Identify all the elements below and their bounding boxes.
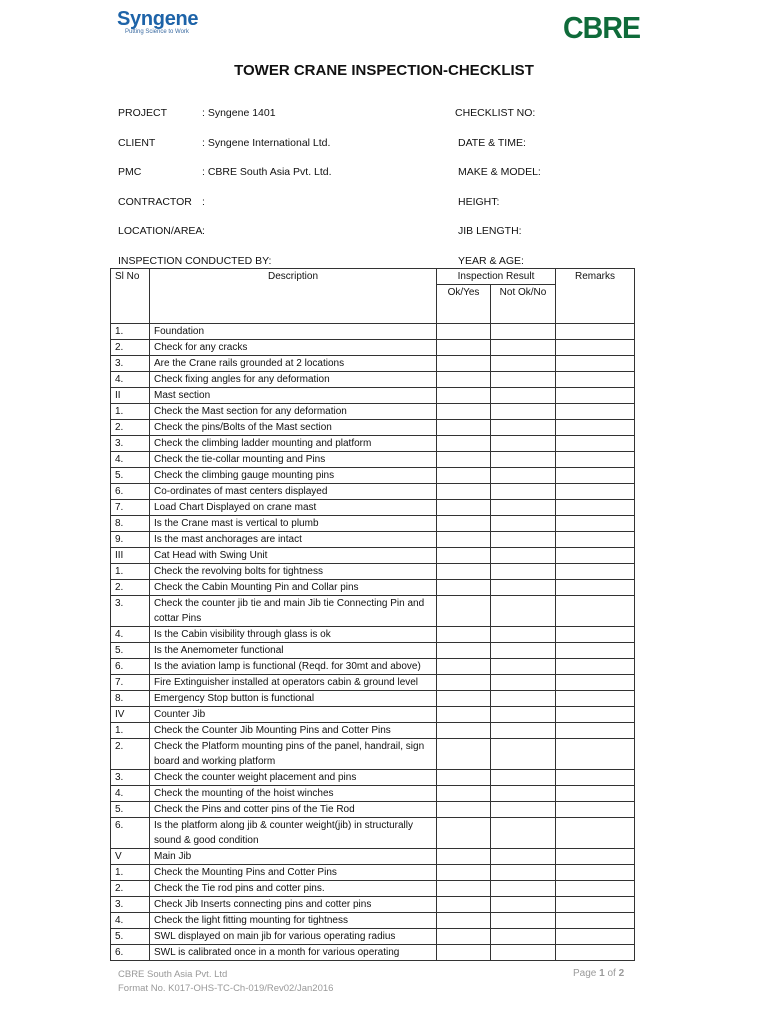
row-number: 4. <box>111 786 150 802</box>
row-description: Emergency Stop button is functional <box>150 691 437 707</box>
footer-page-of: of <box>604 968 619 979</box>
row-description: Check the Mounting Pins and Cotter Pins <box>150 865 437 881</box>
client-value: : Syngene International Ltd. <box>202 137 331 149</box>
row-not-ok-cell[interactable] <box>491 897 556 913</box>
row-remarks-cell[interactable] <box>556 643 635 659</box>
col-remarks-header: Remarks <box>556 269 635 324</box>
row-ok-cell[interactable] <box>437 849 491 865</box>
checklist-row <box>111 818 635 849</box>
row-description: Check the counter weight placement and pins <box>150 770 437 786</box>
row-ok-cell[interactable] <box>437 484 491 500</box>
row-number: 1. <box>111 404 150 420</box>
contractor-value: : <box>202 196 205 208</box>
row-ok-cell[interactable] <box>437 436 491 452</box>
row-ok-cell[interactable] <box>437 324 491 340</box>
checklist-row <box>111 468 635 484</box>
row-number: 1. <box>111 723 150 739</box>
checklist-row <box>111 802 635 818</box>
checklist-rows <box>111 324 635 961</box>
row-ok-cell[interactable] <box>437 881 491 897</box>
row-not-ok-cell[interactable] <box>491 548 556 564</box>
year-age-label: YEAR & AGE: <box>458 255 524 267</box>
row-not-ok-cell[interactable] <box>491 404 556 420</box>
row-number: 4. <box>111 627 150 643</box>
row-ok-cell[interactable] <box>437 516 491 532</box>
syngene-logo-tagline: Putting Science to Work <box>125 29 189 35</box>
checklist-row <box>111 929 635 945</box>
row-remarks-cell[interactable] <box>556 627 635 643</box>
row-not-ok-cell[interactable] <box>491 929 556 945</box>
checklist-row <box>111 739 635 770</box>
footer-company: CBRE South Asia Pvt. Ltd <box>118 969 228 980</box>
row-description: Check for any cracks <box>150 340 437 356</box>
row-description: Load Chart Displayed on crane mast <box>150 500 437 516</box>
row-number: V <box>111 849 150 865</box>
row-not-ok-cell[interactable] <box>491 818 556 849</box>
row-description: Check the Cabin Mounting Pin and Collar pins <box>150 580 437 596</box>
jib-length-label: JIB LENGTH: <box>458 225 522 237</box>
row-remarks-cell[interactable] <box>556 881 635 897</box>
row-number: 2. <box>111 580 150 596</box>
row-remarks-cell[interactable] <box>556 691 635 707</box>
row-remarks-cell[interactable] <box>556 818 635 849</box>
row-remarks-cell[interactable] <box>556 580 635 596</box>
row-number: 5. <box>111 802 150 818</box>
row-description: Check the Tie rod pins and cotter pins. <box>150 881 437 897</box>
row-number: 4. <box>111 452 150 468</box>
row-number: 3. <box>111 436 150 452</box>
row-not-ok-cell[interactable] <box>491 436 556 452</box>
row-description: Foundation <box>150 324 437 340</box>
row-number: 2. <box>111 340 150 356</box>
row-not-ok-cell[interactable] <box>491 356 556 372</box>
row-not-ok-cell[interactable] <box>491 452 556 468</box>
conducted-by-label: INSPECTION CONDUCTED BY: <box>118 255 272 267</box>
client-label: CLIENT <box>118 137 156 149</box>
row-not-ok-cell[interactable] <box>491 564 556 580</box>
row-remarks-cell[interactable] <box>556 913 635 929</box>
row-number: 3. <box>111 770 150 786</box>
row-remarks-cell[interactable] <box>556 865 635 881</box>
row-remarks-cell[interactable] <box>556 436 635 452</box>
row-ok-cell[interactable] <box>437 548 491 564</box>
row-number: 2. <box>111 881 150 897</box>
row-remarks-cell[interactable] <box>556 945 635 961</box>
section-row <box>111 388 635 404</box>
pmc-label: PMC <box>118 166 142 178</box>
section-row <box>111 849 635 865</box>
row-number: 7. <box>111 675 150 691</box>
pmc-value: : CBRE South Asia Pvt. Ltd. <box>202 166 332 178</box>
row-description: Check the Platform mounting pins of the panel, handrail, sign board and working platform <box>150 739 437 770</box>
checklist-row <box>111 596 635 627</box>
row-description: Check the pins/Bolts of the Mast section <box>150 420 437 436</box>
row-number: 1. <box>111 564 150 580</box>
row-ok-cell[interactable] <box>437 739 491 770</box>
row-number: 6. <box>111 484 150 500</box>
checklist-row <box>111 564 635 580</box>
row-ok-cell[interactable] <box>437 723 491 739</box>
row-description: Is the platform along jib & counter weight(jib) in structurally sound & good condition <box>150 818 437 849</box>
row-not-ok-cell[interactable] <box>491 324 556 340</box>
row-not-ok-cell[interactable] <box>491 849 556 865</box>
syngene-logo <box>117 8 198 35</box>
row-ok-cell[interactable] <box>437 627 491 643</box>
row-not-ok-cell[interactable] <box>491 340 556 356</box>
row-ok-cell[interactable] <box>437 929 491 945</box>
row-ok-cell[interactable] <box>437 865 491 881</box>
row-number: 8. <box>111 691 150 707</box>
row-not-ok-cell[interactable] <box>491 516 556 532</box>
row-number: 5. <box>111 929 150 945</box>
syngene-logo-name: Syngene <box>117 8 199 30</box>
row-number: 6. <box>111 818 150 849</box>
row-not-ok-cell[interactable] <box>491 372 556 388</box>
row-not-ok-cell[interactable] <box>491 388 556 404</box>
row-ok-cell[interactable] <box>437 675 491 691</box>
row-not-ok-cell[interactable] <box>491 532 556 548</box>
row-remarks-cell[interactable] <box>556 548 635 564</box>
row-not-ok-cell[interactable] <box>491 802 556 818</box>
row-ok-cell[interactable] <box>437 452 491 468</box>
row-description: Is the Crane mast is vertical to plumb <box>150 516 437 532</box>
row-description: Is the Cabin visibility through glass is ok <box>150 627 437 643</box>
row-description: Is the aviation lamp is functional (Reqd. for 30mt and above) <box>150 659 437 675</box>
row-ok-cell[interactable] <box>437 643 491 659</box>
row-remarks-cell[interactable] <box>556 372 635 388</box>
row-description: Check the tie-collar mounting and Pins <box>150 452 437 468</box>
checklist-row <box>111 786 635 802</box>
checklist-row <box>111 484 635 500</box>
row-number: IV <box>111 707 150 723</box>
row-remarks-cell[interactable] <box>556 452 635 468</box>
row-description: Counter Jib <box>150 707 437 723</box>
row-description: Check the light fitting mounting for tightness <box>150 913 437 929</box>
footer-page-current: 1 <box>599 968 605 979</box>
row-number: 4. <box>111 372 150 388</box>
row-number: 2. <box>111 739 150 770</box>
row-remarks-cell[interactable] <box>556 404 635 420</box>
row-ok-cell[interactable] <box>437 404 491 420</box>
row-ok-cell[interactable] <box>437 564 491 580</box>
row-description: Check the climbing ladder mounting and platform <box>150 436 437 452</box>
project-value: : Syngene 1401 <box>202 107 276 119</box>
row-description: Mast section <box>150 388 437 404</box>
row-ok-cell[interactable] <box>437 786 491 802</box>
row-not-ok-cell[interactable] <box>491 945 556 961</box>
row-description: Is the mast anchorages are intact <box>150 532 437 548</box>
row-not-ok-cell[interactable] <box>491 468 556 484</box>
row-not-ok-cell[interactable] <box>491 865 556 881</box>
row-remarks-cell[interactable] <box>556 897 635 913</box>
footer-page-prefix: Page <box>573 968 600 979</box>
checklist-row <box>111 452 635 468</box>
location-value: : <box>202 225 205 237</box>
row-remarks-cell[interactable] <box>556 929 635 945</box>
row-remarks-cell[interactable] <box>556 420 635 436</box>
row-ok-cell[interactable] <box>437 388 491 404</box>
row-remarks-cell[interactable] <box>556 849 635 865</box>
row-remarks-cell[interactable] <box>556 468 635 484</box>
checklist-row <box>111 516 635 532</box>
row-not-ok-cell[interactable] <box>491 675 556 691</box>
checklist-row <box>111 500 635 516</box>
row-remarks-cell[interactable] <box>556 802 635 818</box>
row-remarks-cell[interactable] <box>556 675 635 691</box>
row-remarks-cell[interactable] <box>556 707 635 723</box>
row-number: 3. <box>111 596 150 627</box>
checklist-row <box>111 675 635 691</box>
row-number: II <box>111 388 150 404</box>
row-number: 5. <box>111 468 150 484</box>
row-remarks-cell[interactable] <box>556 388 635 404</box>
row-remarks-cell[interactable] <box>556 739 635 770</box>
row-number: 2. <box>111 420 150 436</box>
row-number: 6. <box>111 659 150 675</box>
row-number: 5. <box>111 643 150 659</box>
row-description: Fire Extinguisher installed at operators cabin & ground level <box>150 675 437 691</box>
row-not-ok-cell[interactable] <box>491 739 556 770</box>
row-description: Check the mounting of the hoist winches <box>150 786 437 802</box>
row-description: Check fixing angles for any deformation <box>150 372 437 388</box>
col-ok-header: Ok/Yes <box>437 285 491 324</box>
row-description: Co-ordinates of mast centers displayed <box>150 484 437 500</box>
row-number: 3. <box>111 356 150 372</box>
row-description: Check the Counter Jib Mounting Pins and Cotter Pins <box>150 723 437 739</box>
row-remarks-cell[interactable] <box>556 770 635 786</box>
row-not-ok-cell[interactable] <box>491 596 556 627</box>
row-ok-cell[interactable] <box>437 340 491 356</box>
row-not-ok-cell[interactable] <box>491 500 556 516</box>
date-time-label: DATE & TIME: <box>458 137 526 149</box>
row-number: 7. <box>111 500 150 516</box>
checklist-row <box>111 404 635 420</box>
checklist-row <box>111 420 635 436</box>
checklist-row <box>111 340 635 356</box>
checklist-row <box>111 897 635 913</box>
row-ok-cell[interactable] <box>437 945 491 961</box>
col-inspection-result-header: Inspection Result <box>437 269 556 285</box>
checklist-row <box>111 770 635 786</box>
row-description: Check the revolving bolts for tightness <box>150 564 437 580</box>
section-row <box>111 548 635 564</box>
section-row <box>111 707 635 723</box>
checklist-row <box>111 356 635 372</box>
row-ok-cell[interactable] <box>437 356 491 372</box>
checklist-row <box>111 881 635 897</box>
row-number: 1. <box>111 324 150 340</box>
row-remarks-cell[interactable] <box>556 596 635 627</box>
row-remarks-cell[interactable] <box>556 484 635 500</box>
make-model-label: MAKE & MODEL: <box>458 166 541 178</box>
row-remarks-cell[interactable] <box>556 516 635 532</box>
row-not-ok-cell[interactable] <box>491 691 556 707</box>
row-ok-cell[interactable] <box>437 659 491 675</box>
col-not-ok-header: Not Ok/No <box>491 285 556 324</box>
checklist-row <box>111 436 635 452</box>
row-ok-cell[interactable] <box>437 532 491 548</box>
height-label: HEIGHT: <box>458 196 500 208</box>
row-remarks-cell[interactable] <box>556 532 635 548</box>
checklist-row <box>111 580 635 596</box>
row-description: Cat Head with Swing Unit <box>150 548 437 564</box>
document-title: TOWER CRANE INSPECTION-CHECKLIST <box>234 62 534 79</box>
row-ok-cell[interactable] <box>437 897 491 913</box>
row-ok-cell[interactable] <box>437 691 491 707</box>
row-not-ok-cell[interactable] <box>491 723 556 739</box>
row-not-ok-cell[interactable] <box>491 881 556 897</box>
checklist-row <box>111 723 635 739</box>
row-remarks-cell[interactable] <box>556 500 635 516</box>
row-description: Check the climbing gauge mounting pins <box>150 468 437 484</box>
row-description: SWL is calibrated once in a month for various operating <box>150 945 437 961</box>
row-remarks-cell[interactable] <box>556 786 635 802</box>
cbre-logo: CBRE <box>563 10 641 45</box>
row-remarks-cell[interactable] <box>556 659 635 675</box>
row-remarks-cell[interactable] <box>556 324 635 340</box>
row-description: Is the Anemometer functional <box>150 643 437 659</box>
footer-left <box>118 968 333 996</box>
location-label: LOCATION/AREA <box>118 225 203 237</box>
row-description: Check the counter jib tie and main Jib tie Connecting Pin and cottar Pins <box>150 596 437 627</box>
col-sl-header: Sl No <box>111 269 150 324</box>
checklist-row <box>111 913 635 929</box>
row-remarks-cell[interactable] <box>556 340 635 356</box>
row-ok-cell[interactable] <box>437 420 491 436</box>
row-not-ok-cell[interactable] <box>491 484 556 500</box>
row-number: 1. <box>111 865 150 881</box>
row-ok-cell[interactable] <box>437 596 491 627</box>
checklist-row <box>111 643 635 659</box>
row-ok-cell[interactable] <box>437 707 491 723</box>
row-description: Main Jib <box>150 849 437 865</box>
row-description: Check the Mast section for any deformation <box>150 404 437 420</box>
checklist-row <box>111 324 635 340</box>
row-not-ok-cell[interactable] <box>491 420 556 436</box>
row-description: Check the Pins and cotter pins of the Tie Rod <box>150 802 437 818</box>
checklist-row <box>111 372 635 388</box>
row-ok-cell[interactable] <box>437 580 491 596</box>
row-remarks-cell[interactable] <box>556 564 635 580</box>
row-ok-cell[interactable] <box>437 802 491 818</box>
contractor-label: CONTRACTOR <box>118 196 192 208</box>
row-ok-cell[interactable] <box>437 913 491 929</box>
row-remarks-cell[interactable] <box>556 723 635 739</box>
footer-format-no: Format No. K017-OHS-TC-Ch-019/Rev02/Jan2016 <box>118 983 334 994</box>
row-remarks-cell[interactable] <box>556 356 635 372</box>
row-number: 3. <box>111 897 150 913</box>
row-ok-cell[interactable] <box>437 770 491 786</box>
row-number: III <box>111 548 150 564</box>
row-number: 8. <box>111 516 150 532</box>
checklist-row <box>111 659 635 675</box>
row-not-ok-cell[interactable] <box>491 627 556 643</box>
col-description-header: Description <box>150 269 437 324</box>
row-description: SWL displayed on main jib for various operating radius <box>150 929 437 945</box>
row-not-ok-cell[interactable] <box>491 643 556 659</box>
row-number: 4. <box>111 913 150 929</box>
row-not-ok-cell[interactable] <box>491 659 556 675</box>
checklist-row <box>111 945 635 961</box>
checklist-row <box>111 627 635 643</box>
row-not-ok-cell[interactable] <box>491 770 556 786</box>
checklist-row <box>111 532 635 548</box>
project-label: PROJECT <box>118 107 168 119</box>
footer-page-total: 2 <box>618 968 625 979</box>
row-not-ok-cell[interactable] <box>491 786 556 802</box>
row-ok-cell[interactable] <box>437 468 491 484</box>
row-not-ok-cell[interactable] <box>491 913 556 929</box>
inspection-table <box>110 268 635 961</box>
row-ok-cell[interactable] <box>437 500 491 516</box>
row-not-ok-cell[interactable] <box>491 580 556 596</box>
row-number: 9. <box>111 532 150 548</box>
row-description: Check Jib Inserts connecting pins and cotter pins <box>150 897 437 913</box>
row-not-ok-cell[interactable] <box>491 707 556 723</box>
checklist-row <box>111 691 635 707</box>
row-ok-cell[interactable] <box>437 372 491 388</box>
checklist-row <box>111 865 635 881</box>
footer-page-number <box>573 968 624 979</box>
row-description: Are the Crane rails grounded at 2 locations <box>150 356 437 372</box>
row-number: 6. <box>111 945 150 961</box>
row-ok-cell[interactable] <box>437 818 491 849</box>
checklist-no-label: CHECKLIST NO: <box>455 107 536 119</box>
